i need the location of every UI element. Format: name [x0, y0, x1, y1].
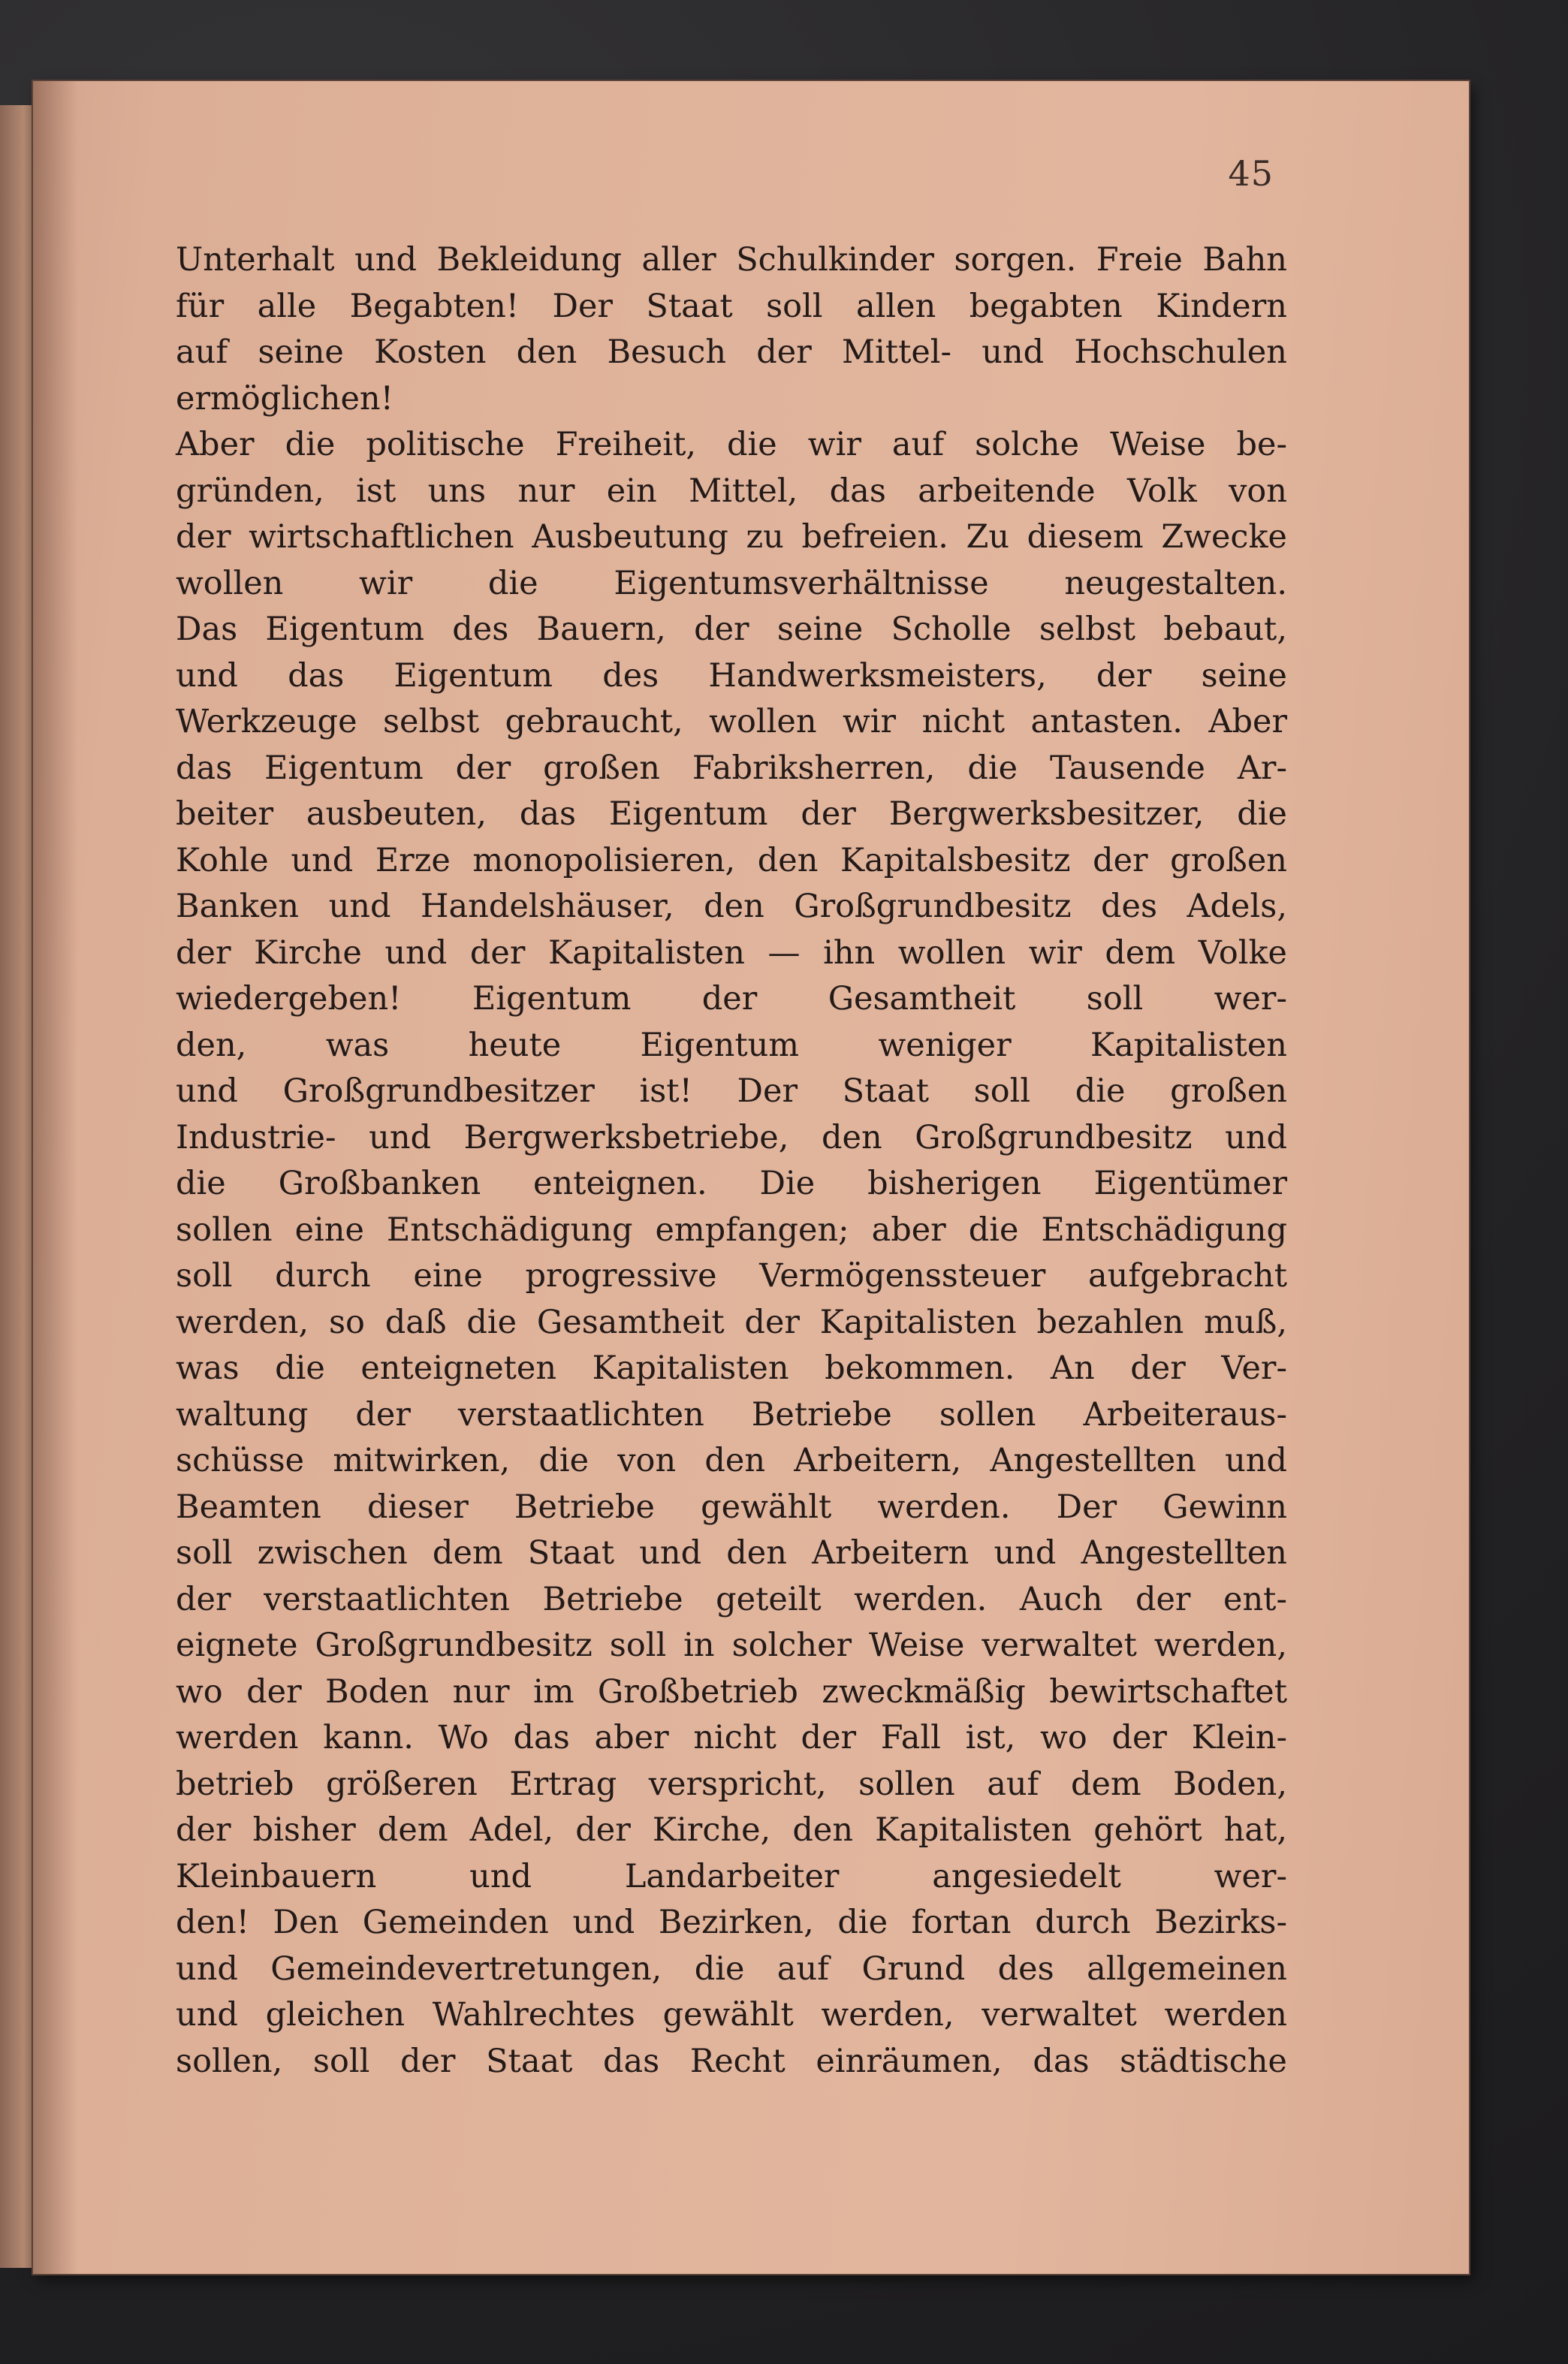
text-line: betrieb größeren Ertrag verspricht, sollen auf dem Boden,: [176, 1765, 1287, 1803]
text-line: soll durch eine progressive Vermögenssteuer aufgebracht: [176, 1257, 1287, 1295]
text-line: der wirtschaftlichen Ausbeutung zu befreien. Zu diesem Zwecke: [176, 518, 1287, 556]
text-line: und das Eigentum des Handwerksmeisters, der seine: [176, 656, 1287, 695]
text-line: und gleichen Wahlrechtes gewählt werden, verwaltet werden: [176, 1996, 1287, 2034]
text-line: Werkzeuge selbst gebraucht, wollen wir nicht antasten. Aber: [176, 703, 1287, 740]
text-line: soll zwischen dem Staat und den Arbeitern und Angestellten: [176, 1534, 1287, 1572]
book-page: [33, 81, 1469, 2274]
text-line: Kohle und Erze monopolisieren, den Kapitalsbesitz der großen: [176, 841, 1287, 879]
text-line: werden kann. Wo das aber nicht der Fall ist, wo der Klein-: [176, 1719, 1287, 1756]
text-line: Banken und Handelshäuser, den Großgrundbesitz des Adels,: [176, 888, 1287, 925]
text-line: auf seine Kosten den Besuch der Mittel- und Hochschulen: [176, 333, 1287, 371]
text-line: der verstaatlichten Betriebe geteilt werden. Auch der ent-: [176, 1580, 1287, 1618]
text-line: sollen, soll der Staat das Recht einräumen, das städtische: [176, 2042, 1287, 2080]
text-line: und Gemeindevertretungen, die auf Grund des allgemeinen: [176, 1949, 1287, 1988]
text-line: beiter ausbeuten, das Eigentum der Bergwerksbesitzer, die: [176, 795, 1287, 833]
text-line: der bisher dem Adel, der Kirche, den Kapitalisten gehört hat,: [176, 1811, 1287, 1849]
text-line: Unterhalt und Bekleidung aller Schulkinder sorgen. Freie Bahn: [176, 241, 1287, 279]
text-line: sollen eine Entschädigung empfangen; aber die Entschädigung: [176, 1211, 1287, 1249]
text-line: ermöglichen!: [176, 379, 394, 418]
text-line: eignete Großgrundbesitz soll in solcher Weise verwaltet werden,: [176, 1627, 1287, 1664]
body-text: [176, 237, 1287, 2085]
text-line: das Eigentum der großen Fabriksherren, die Tausende Ar-: [176, 749, 1287, 787]
text-line: waltung der verstaatlichten Betriebe sollen Arbeiteraus-: [176, 1395, 1287, 1434]
text-line: wollen wir die Eigentumsverhältnisse neugestalten.: [176, 564, 1287, 602]
text-line: für alle Begabten! Der Staat soll allen begabten Kindern: [176, 287, 1287, 325]
text-line: wiedergeben! Eigentum der Gesamtheit soll wer-: [176, 980, 1287, 1018]
text-line: Aber die politische Freiheit, die wir auf solche Weise be-: [176, 426, 1287, 463]
text-line: was die enteigneten Kapitalisten bekommen. An der Ver-: [176, 1349, 1287, 1387]
text-line: den, was heute Eigentum weniger Kapitalisten: [176, 1026, 1287, 1064]
text-line: und Großgrundbesitzer ist! Der Staat soll die großen: [176, 1072, 1287, 1110]
text-line: gründen, ist uns nur ein Mittel, das arbeitende Volk von: [176, 472, 1287, 510]
text-line: Beamten dieser Betriebe gewählt werden. Der Gewinn: [176, 1488, 1287, 1526]
text-line: Das Eigentum des Bauern, der seine Scholle selbst bebaut,: [176, 611, 1287, 648]
text-line: Industrie- und Bergwerksbetriebe, den Großgrundbesitz und: [176, 1118, 1287, 1156]
text-line: der Kirche und der Kapitalisten — ihn wollen wir dem Volke: [176, 933, 1287, 972]
text-line: schüsse mitwirken, die von den Arbeitern, Angestellten und: [176, 1442, 1287, 1479]
text-line: werden, so daß die Gesamtheit der Kapitalisten bezahlen muß,: [176, 1303, 1287, 1341]
text-line: Kleinbauern und Landarbeiter angesiedelt wer-: [176, 1857, 1287, 1895]
text-line: wo der Boden nur im Großbetrieb zweckmäßig bewirtschaftet: [176, 1672, 1287, 1711]
text-line: die Großbanken enteignen. Die bisherigen Eigentümer: [176, 1165, 1287, 1202]
text-line: den! Den Gemeinden und Bezirken, die fortan durch Bezirks-: [176, 1904, 1287, 1941]
spine-shadow: [33, 81, 78, 2274]
page-number: 45: [1228, 153, 1274, 194]
